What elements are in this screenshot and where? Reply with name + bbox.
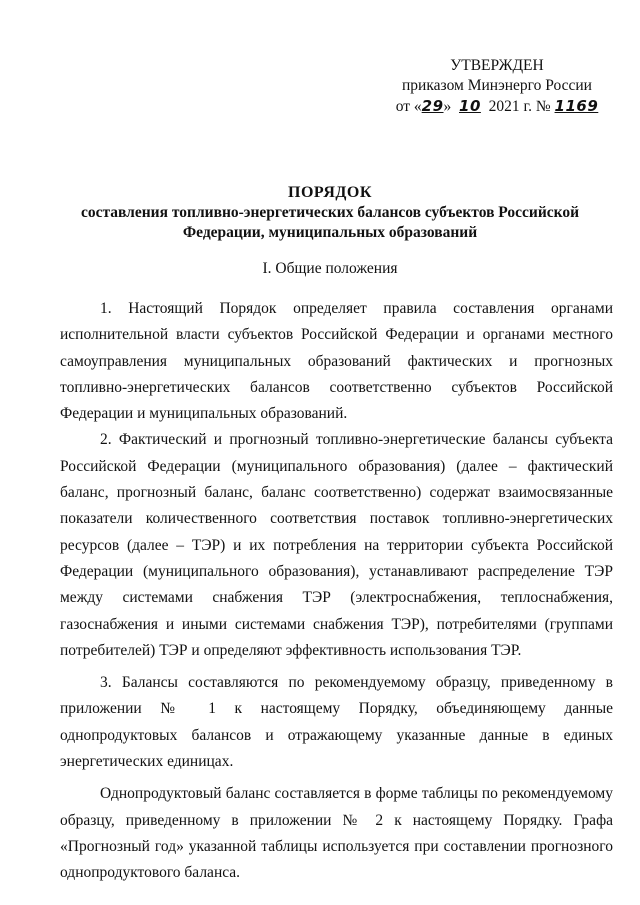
approval-date-line (382, 96, 612, 117)
paragraph-1: 1. Настоящий Порядок определяет правила составления органами исполнительной власти субъектов Российской Федерации и органами местного самоуправления муниципальных образований фактических и прогнозных топливно-энергетических балансов соответственно субъектов Российской Федерации и муниципальных образований. (60, 300, 613, 423)
document-subtitle-line-1: составления топливно-энергетических балансов субъектов Российской (80, 204, 580, 221)
handwritten-order-number: 1169 (554, 97, 599, 115)
approval-by: приказом Минэнерго России (402, 77, 592, 94)
document-subtitle-line-2: Федерации, муниципальных образований (182, 224, 478, 241)
date-year: 2021 г. № (488, 98, 551, 115)
paragraph-3: 3. Балансы составляются по рекомендуемому образцу, приведенному в приложении № 1 к настоящему Порядку, объединяющему данные однопродуктовых балансов и отражающему указанные данные в единых энергетических единицах. (60, 674, 613, 771)
date-mid: » (443, 98, 452, 115)
paragraph-2: 2. Фактический и прогнозный топливно-энергетические балансы субъекта Российской Федерации (муниципального образования) (далее – фактический баланс, прогнозный баланс, баланс соответственно) содержат взаимосвязанные показатели количественного соответствия поставок топливно-энергетических ресурсов (далее – ТЭР) и их потребления на территории субъекта Российской Федерации (муниципального образования), устанавливают распределение ТЭР между системами снабжения ТЭР (электроснабжения, теплоснабжения, газоснабжения и иными системами снабжения ТЭР), потребителями (группами потребителей) ТЭР и определяют эффективность использования ТЭР. (60, 431, 613, 659)
handwritten-month: 10 (459, 97, 481, 115)
document-body (60, 296, 613, 887)
section-heading: I. Общие положения (262, 260, 398, 277)
document-title: ПОРЯДОК (288, 184, 372, 201)
document-title-block (60, 183, 600, 243)
date-prefix: от « (395, 98, 422, 115)
approval-word: УТВЕРЖДЕН (450, 57, 544, 74)
handwritten-day: 29 (421, 97, 444, 115)
paragraph-4: Однопродуктовый баланс составляется в форме таблицы по рекомендуемому образцу, приведенному в приложении № 2 к настоящему Порядку. Графа «Прогнозный год» указанной таблицы используется при составлении прогнозного однопродуктового баланса. (60, 785, 613, 882)
approval-stamp (382, 56, 612, 117)
